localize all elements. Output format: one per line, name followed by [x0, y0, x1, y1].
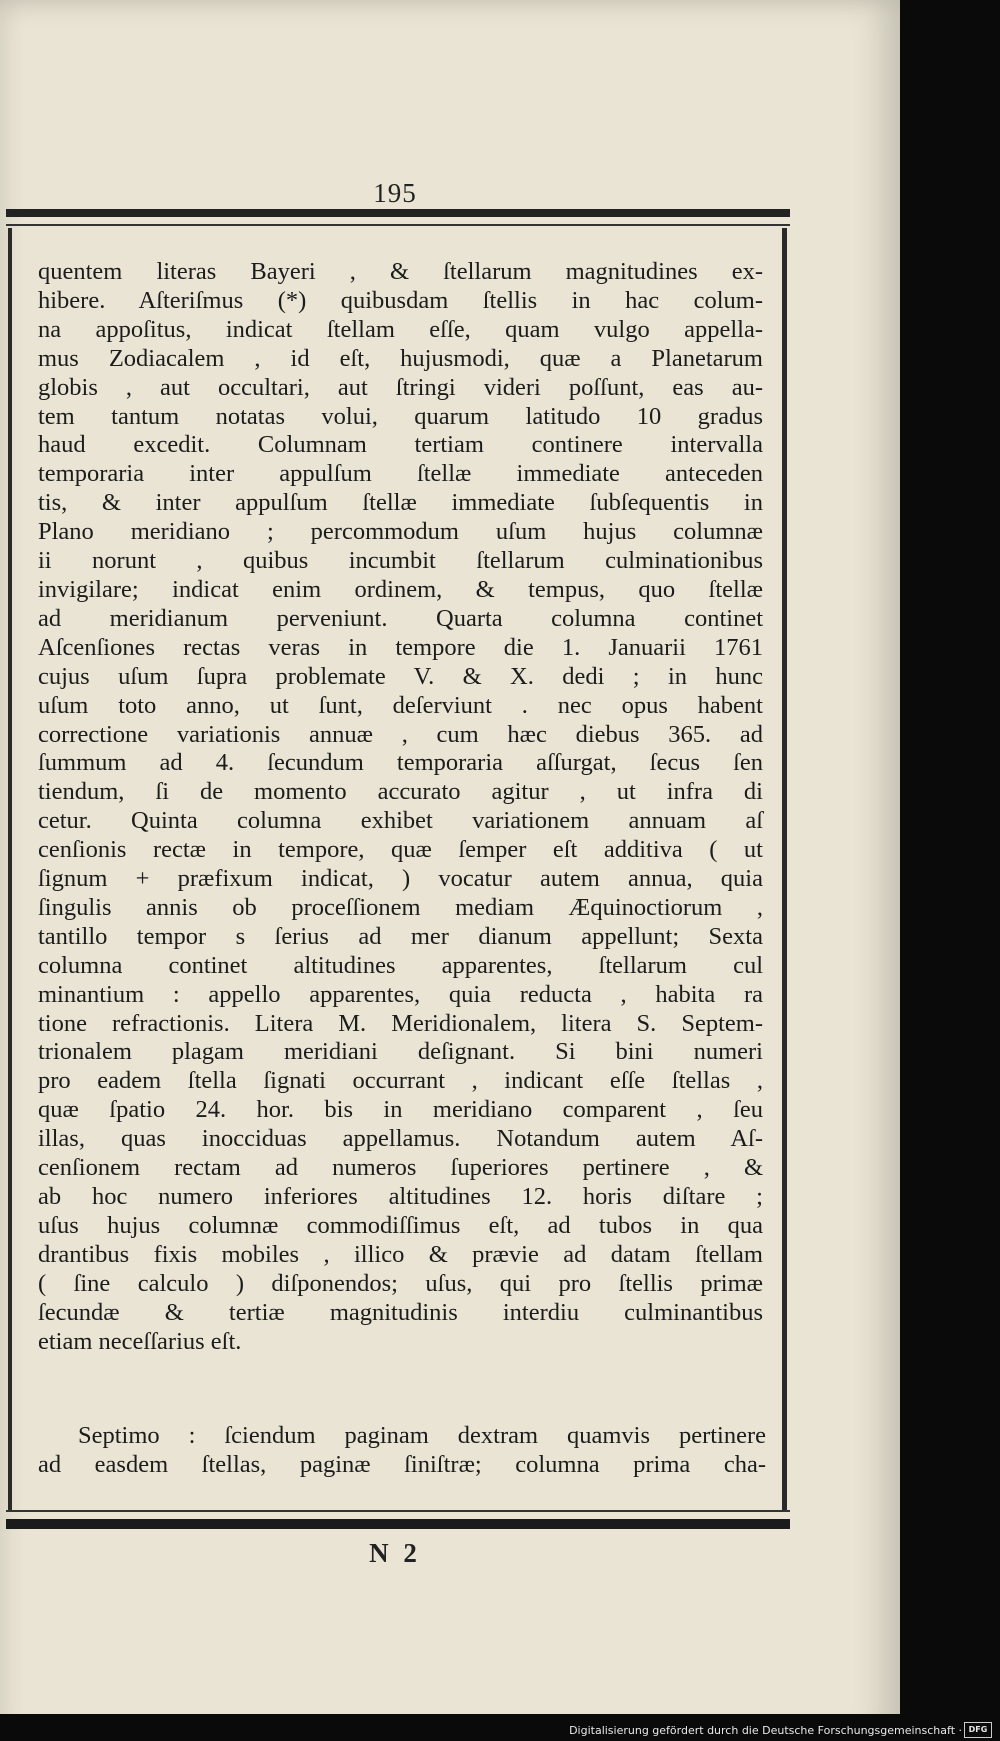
text-line: haud excedit. Columnam tertiam continere intervalla	[38, 431, 763, 459]
text-line: ii norunt , quibus incumbit ſtellarum culminationibus	[38, 547, 763, 575]
bottom-border-thick	[6, 1519, 790, 1529]
text-line: cujus uſum ſupra problemate V. & X. dedi ; in hunc	[38, 662, 763, 690]
text-line: ſignum + præfixum indicat, ) vocatur autem annua, quia	[38, 865, 763, 893]
body-paragraph-1	[38, 258, 763, 1356]
text-line: Aſcenſiones rectas veras in tempore die 1. Januarii 1761	[38, 633, 763, 661]
text-line: hibere. Aſteriſmus (*) quibusdam ſtellis in hac colum-	[38, 286, 763, 314]
text-line: cenſionis rectæ in tempore, quæ ſemper eſt additiva ( ut	[38, 836, 763, 864]
text-line: columna continet altitudines apparentes, ſtellarum cul	[38, 951, 763, 979]
text-line: tis, & inter appulſum ſtellæ immediate ſubſequentis in	[38, 489, 763, 517]
text-line: ad meridianum perveniunt. Quarta columna continet	[38, 604, 763, 632]
text-line: illas, quas inocciduas appellamus. Notandum autem Aſ-	[38, 1125, 763, 1153]
text-line: tem tantum notatas volui, quarum latitudo 10 gradus	[38, 402, 763, 430]
text-line: ( ſine calculo ) diſponendos; uſus, qui pro ſtellis primæ	[38, 1269, 763, 1297]
body-paragraph-2	[38, 1422, 766, 1480]
text-line: etiam neceſſarius eſt.	[38, 1327, 242, 1355]
text-line: cetur. Quinta columna exhibet variationem annuam aſ	[38, 807, 763, 835]
text-line: mus Zodiacalem , id eſt, hujusmodi, quæ a Planetarum	[38, 344, 763, 372]
text-line: uſus hujus columnæ commodiſſimus eſt, ad tubos in qua	[38, 1211, 763, 1239]
top-border-thin	[6, 224, 790, 226]
text-line: ab hoc numero inferiores altitudines 12. horis diſtare ;	[38, 1183, 763, 1210]
text-line: quæ ſpatio 24. hor. bis in meridiano comparent , ſeu	[38, 1096, 763, 1124]
text-line: tantillo tempor s ſerius ad mer dianum appellunt; Sexta	[38, 922, 763, 950]
text-line: correctione variationis annuæ , cum hæc diebus 365. ad	[38, 720, 763, 748]
text-line: ſecundæ & tertiæ magnitudinis interdiu culminantibus	[38, 1298, 763, 1326]
text-line: invigilare; indicat enim ordinem, & tempus, quo ſtellæ	[38, 575, 763, 603]
left-border	[8, 228, 12, 1512]
page-number: 195	[373, 178, 417, 208]
dfg-logo: DFG	[964, 1722, 992, 1738]
text-line: uſum toto anno, ut ſunt, deſerviunt . nec opus habent	[38, 691, 763, 719]
text-line: tione refractionis. Litera M. Meridionalem, litera S. Septem-	[38, 1009, 763, 1037]
text-line: pro eadem ſtella ſignati occurrant , indicant eſſe ſtellas ,	[38, 1067, 763, 1095]
text-line: Septimo : ſciendum paginam dextram quamvis pertinere	[78, 1422, 766, 1449]
signature-mark: N 2	[369, 1538, 421, 1568]
top-border-thick	[6, 209, 790, 217]
text-line: globis , aut occultari, aut ſtringi videri poſſunt, eas au-	[38, 373, 763, 401]
text-line: na appoſitus, indicat ſtellam eſſe, quam vulgo appella-	[38, 315, 763, 343]
text-line: minantium : appello apparentes, quia reducta , habita ra	[38, 980, 763, 1008]
text-line: quentem literas Bayeri , & ſtellarum magnitudines ex-	[38, 258, 763, 285]
text-line: temporaria inter appulſum ſtellæ immediate anteceden	[38, 460, 763, 488]
bottom-border-thin	[6, 1510, 790, 1512]
text-line: ſummum ad 4. ſecundum temporaria aſſurgat, ſecus ſen	[38, 749, 763, 777]
text-line: drantibus fixis mobiles , illico & prævie ad datam ſtellam	[38, 1240, 763, 1268]
text-line: ſingulis annis ob proceſſionem mediam Æquinoctiorum ,	[38, 893, 763, 921]
text-line: tiendum, ſi de momento accurato agitur , ut infra di	[38, 778, 763, 806]
funding-notice: Digitalisierung gefördert durch die Deutsche Forschungsgemeinschaft ·	[569, 1724, 962, 1737]
text-line: Plano meridiano ; percommodum uſum hujus columnæ	[38, 518, 763, 546]
text-line: cenſionem rectam ad numeros ſuperiores pertinere , &	[38, 1154, 763, 1182]
right-border	[782, 228, 787, 1512]
text-line: ad easdem ſtellas, paginæ ſiniſtræ; columna prima cha-	[38, 1450, 766, 1478]
text-line: trionalem plagam meridiani deſignant. Si bini numeri	[38, 1038, 763, 1066]
